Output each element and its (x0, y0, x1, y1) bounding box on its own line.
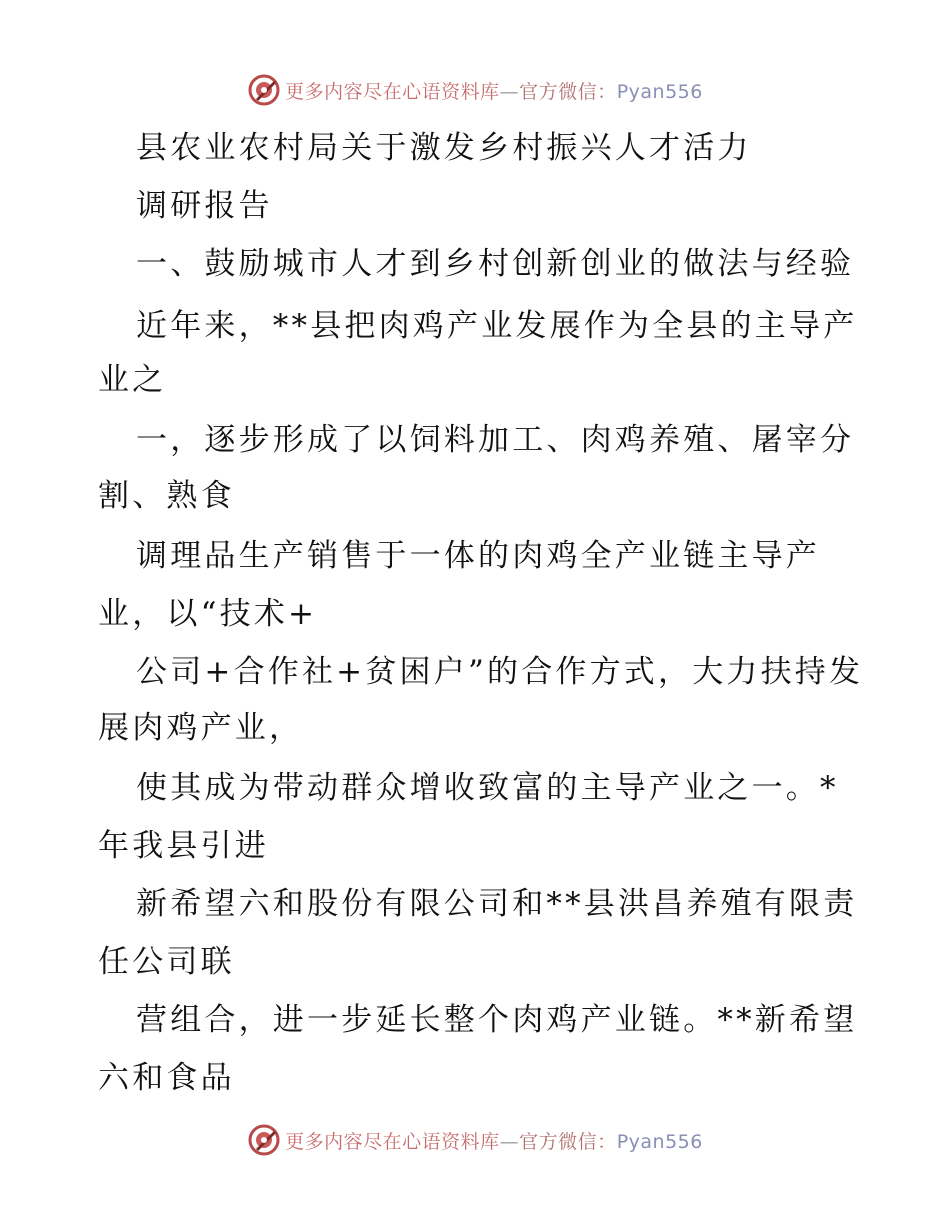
watermark-main: 更多内容尽在心语资料库 (285, 80, 500, 103)
paragraph-line: 公司+合作社+贫困户”的合作方式，大力扶持发 (136, 654, 864, 690)
paragraph-line: 割、熟食 (98, 478, 235, 514)
watermark-text (285, 77, 703, 104)
paragraph-line: 任公司联 (98, 944, 235, 980)
pen-logo-icon (247, 1123, 281, 1157)
footer-watermark (0, 1120, 950, 1160)
section-heading: 一、鼓励城市人才到乡村创新创业的做法与经验 (136, 246, 855, 282)
paragraph-line: 调理品生产销售于一体的肉鸡全产业链主导产 (136, 538, 820, 574)
watermark-dash: — (499, 1130, 520, 1153)
paragraph-line: 年我县引进 (98, 828, 269, 864)
paragraph-line: 业之 (98, 362, 167, 398)
paragraph-line: 六和食品 (98, 1060, 235, 1096)
pen-logo-icon (247, 73, 281, 107)
paragraph-line: 展肉鸡产业， (98, 710, 304, 746)
paragraph-line: 业，以“技术+ (98, 596, 318, 632)
paragraph-line: 使其成为带动群众增收致富的主导产业之一。* (136, 770, 839, 806)
doc-title-line-2: 调研报告 (136, 188, 273, 224)
header-watermark (0, 70, 950, 110)
watermark-wechat-id: Pyan556 (616, 80, 703, 103)
watermark-dash: — (499, 80, 520, 103)
watermark-wechat-label: 官方微信： (519, 80, 617, 103)
paragraph-line: 近年来，**县把肉鸡产业发展作为全县的主导产 (136, 308, 858, 344)
paragraph-line: 新希望六和股份有限公司和**县洪昌养殖有限责 (136, 886, 858, 922)
doc-title-line-1: 县农业农村局关于激发乡村振兴人才活力 (136, 130, 752, 166)
watermark-main: 更多内容尽在心语资料库 (285, 1130, 500, 1153)
watermark-wechat-label: 官方微信： (519, 1130, 617, 1153)
watermark-text (285, 1127, 703, 1154)
watermark-wechat-id: Pyan556 (616, 1130, 703, 1153)
paragraph-line: 营组合，进一步延长整个肉鸡产业链。**新希望 (136, 1002, 858, 1038)
paragraph-line: 一，逐步形成了以饲料加工、肉鸡养殖、屠宰分 (136, 422, 855, 458)
